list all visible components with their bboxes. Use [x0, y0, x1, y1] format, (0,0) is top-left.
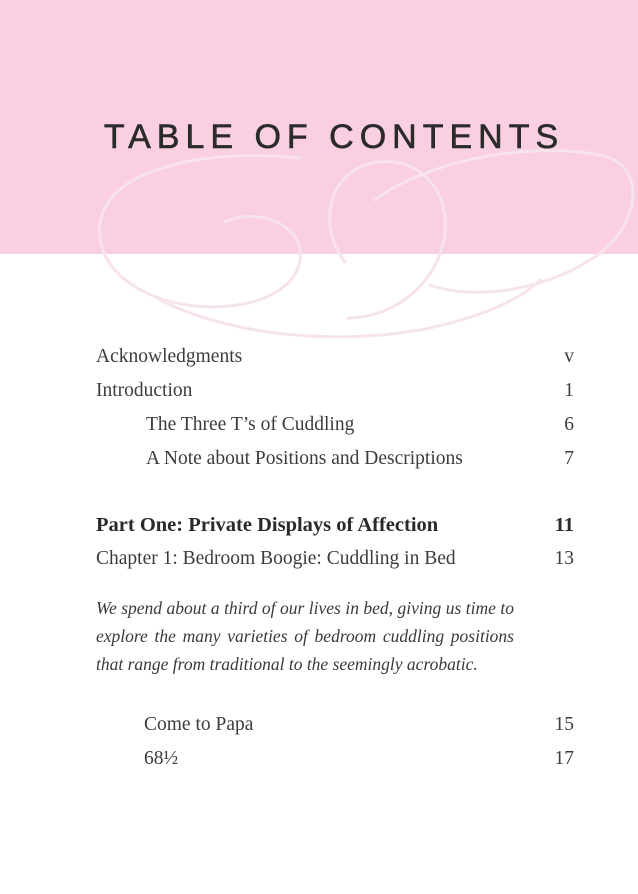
- toc-entry-chapter-1[interactable]: [96, 542, 574, 576]
- toc-entry-acknowledgments[interactable]: [96, 340, 574, 374]
- toc-entry-part-one[interactable]: [96, 508, 574, 542]
- chapter-description: We spend about a third of our lives in bed, giving us time to explore the many varieties of bedroom cuddling positions that range from traditional to the seemingly acrobatic.: [96, 598, 514, 674]
- toc-entry-label: Introduction: [96, 380, 193, 401]
- toc-entry-label: Come to Papa: [144, 714, 254, 735]
- toc-entry-page: 17: [554, 748, 574, 769]
- toc-entry-introduction[interactable]: [96, 374, 574, 408]
- toc-entry-label: A Note about Positions and Descriptions: [146, 448, 463, 469]
- toc-entry-page: 11: [554, 514, 574, 536]
- toc-entry-label: Chapter 1: Bedroom Boogie: Cuddling in Bed: [96, 548, 456, 569]
- page-title: TABLE OF CONTENTS: [103, 118, 565, 156]
- toc-entry-page: 13: [554, 548, 574, 569]
- toc-entry-page: 6: [564, 414, 574, 435]
- toc-entry-page: v: [564, 346, 574, 367]
- toc-entry-note-positions[interactable]: [96, 442, 574, 476]
- toc-entry-68-half[interactable]: [96, 742, 574, 776]
- toc-entry-page: 15: [554, 714, 574, 735]
- toc-entry-label: 68½: [144, 748, 179, 769]
- toc-entry-label: Acknowledgments: [96, 346, 243, 367]
- toc-entry-label: The Three T’s of Cuddling: [146, 414, 355, 435]
- toc-entry-label: Part One: Private Displays of Affection: [96, 514, 439, 536]
- toc-entry-come-to-papa[interactable]: [96, 708, 574, 742]
- toc-entry-page: 7: [564, 448, 574, 469]
- toc-list: [96, 340, 574, 776]
- toc-entry-three-ts[interactable]: [96, 408, 574, 442]
- toc-entry-page: 1: [564, 380, 574, 401]
- swirl-lower-tail: [160, 280, 540, 337]
